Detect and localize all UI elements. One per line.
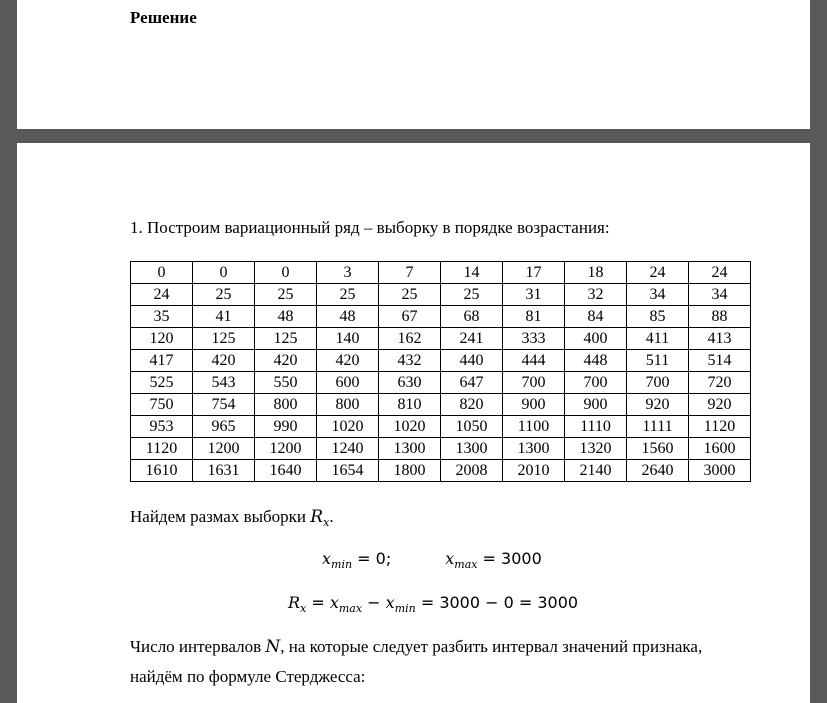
table-cell: 140 [317,328,379,350]
table-cell: 67 [379,306,441,328]
table-cell: 417 [131,350,193,372]
max-subscript: max [454,558,478,571]
table-cell: 440 [441,350,503,372]
range-subscript: x [323,516,330,529]
range-result: = 3000 − 0 = 3000 [415,593,579,612]
table-cell: 1300 [441,438,503,460]
table-cell: 3 [317,262,379,284]
page-top [17,0,810,129]
table-cell: 2140 [565,460,627,482]
table-cell: 647 [441,372,503,394]
table-cell: 420 [193,350,255,372]
sturges-line: найдём по формуле Стерджесса: [130,667,366,686]
table-cell: 1020 [317,416,379,438]
table-cell: 3000 [689,460,751,482]
table-cell: 1631 [193,460,255,482]
formula-range [288,593,579,615]
intro-paragraph: 1. Построим вариационный ряд – выборку в порядке возрастания: [130,218,610,237]
table-cell: 900 [503,394,565,416]
table-cell: 1100 [503,416,565,438]
table-cell: 2008 [441,460,503,482]
range-paragraph [130,507,334,529]
table-cell: 2010 [503,460,565,482]
table-cell: 720 [689,372,751,394]
table-cell: 600 [317,372,379,394]
intervals-text-b: , на которые следует разбить интервал значений признака, [280,637,703,656]
table-cell: 550 [255,372,317,394]
table-cell: 420 [255,350,317,372]
table-row [131,438,751,460]
table-cell: 1120 [131,438,193,460]
table-cell: 920 [627,394,689,416]
table-cell: 0 [255,262,317,284]
min-subscript: min [331,558,353,571]
table-cell: 444 [503,350,565,372]
table-row [131,262,751,284]
table-cell: 990 [255,416,317,438]
table-cell: 0 [193,262,255,284]
table-cell: 18 [565,262,627,284]
table-cell: 965 [193,416,255,438]
table-cell: 1560 [627,438,689,460]
table-cell: 700 [565,372,627,394]
max-subscript-2: max [338,602,363,615]
table-cell: 81 [503,306,565,328]
table-cell: 1300 [379,438,441,460]
table-cell: 25 [255,284,317,306]
table-cell: 420 [317,350,379,372]
range-R: R [288,593,301,612]
table-cell: 2640 [627,460,689,482]
table-cell: 48 [317,306,379,328]
solution-heading: Решение [130,8,197,27]
table-cell: 1200 [193,438,255,460]
table-cell: 241 [441,328,503,350]
table-cell: 68 [441,306,503,328]
table-cell: 1654 [317,460,379,482]
table-cell: 25 [441,284,503,306]
table-cell: 700 [627,372,689,394]
table-cell: 1640 [255,460,317,482]
table-row [131,284,751,306]
table-cell: 800 [255,394,317,416]
range-R-subscript: x [300,602,307,615]
minus: − [362,593,386,612]
table-cell: 900 [565,394,627,416]
table-cell: 24 [689,262,751,284]
table-cell: 411 [627,328,689,350]
x-max-term: x [329,593,339,612]
table-cell: 953 [131,416,193,438]
table-cell: 511 [627,350,689,372]
table-row [131,350,751,372]
range-symbol: R [310,507,324,527]
table-cell: 630 [379,372,441,394]
table-cell: 750 [131,394,193,416]
table-cell: 24 [131,284,193,306]
table-cell: 1600 [689,438,751,460]
table-cell: 34 [627,284,689,306]
table-row [131,394,751,416]
table-cell: 1610 [131,460,193,482]
table-cell: 525 [131,372,193,394]
intervals-text-a: Число интервалов [130,637,266,656]
intervals-N: N [265,637,281,657]
table-row [131,372,751,394]
table-cell: 333 [503,328,565,350]
table-cell: 810 [379,394,441,416]
range-end: . [329,507,334,526]
table-cell: 125 [193,328,255,350]
table-cell: 800 [317,394,379,416]
table-cell: 1020 [379,416,441,438]
table-cell: 84 [565,306,627,328]
equals: = [306,593,330,612]
table-cell: 432 [379,350,441,372]
table-cell: 1300 [503,438,565,460]
table-cell: 1200 [255,438,317,460]
table-cell: 543 [193,372,255,394]
table-cell: 514 [689,350,751,372]
x-max-value: = 3000 [477,549,542,568]
x-min-term: x [385,593,395,612]
table-cell: 25 [379,284,441,306]
table-cell: 120 [131,328,193,350]
table-cell: 448 [565,350,627,372]
table-cell: 162 [379,328,441,350]
table-row [131,306,751,328]
table-cell: 14 [441,262,503,284]
table-cell: 25 [317,284,379,306]
table-cell: 41 [193,306,255,328]
table-cell: 35 [131,306,193,328]
table-row [131,460,751,482]
table-cell: 820 [441,394,503,416]
table-cell: 1110 [565,416,627,438]
variation-series-table [130,261,751,482]
table-cell: 48 [255,306,317,328]
table-cell: 1050 [441,416,503,438]
x-max-symbol: x [445,549,455,568]
table-row [131,416,751,438]
intervals-paragraph [130,637,702,657]
table-cell: 754 [193,394,255,416]
table-cell: 920 [689,394,751,416]
table-cell: 1111 [627,416,689,438]
table-cell: 85 [627,306,689,328]
table-cell: 0 [131,262,193,284]
table-cell: 31 [503,284,565,306]
x-min-symbol: x [322,549,332,568]
table-cell: 400 [565,328,627,350]
table-cell: 7 [379,262,441,284]
page-main [17,143,810,703]
formula-min-max [322,549,542,571]
table-cell: 34 [689,284,751,306]
min-subscript-2: min [394,602,416,615]
table-cell: 1320 [565,438,627,460]
table-cell: 88 [689,306,751,328]
table-cell: 413 [689,328,751,350]
table-cell: 24 [627,262,689,284]
table-cell: 1240 [317,438,379,460]
table-row [131,328,751,350]
range-text: Найдем размах выборки [130,507,311,526]
table-cell: 25 [193,284,255,306]
table-cell: 1800 [379,460,441,482]
table-cell: 700 [503,372,565,394]
table-cell: 125 [255,328,317,350]
x-min-value: = 0; [352,549,392,568]
table-cell: 1120 [689,416,751,438]
table-cell: 17 [503,262,565,284]
table-cell: 32 [565,284,627,306]
